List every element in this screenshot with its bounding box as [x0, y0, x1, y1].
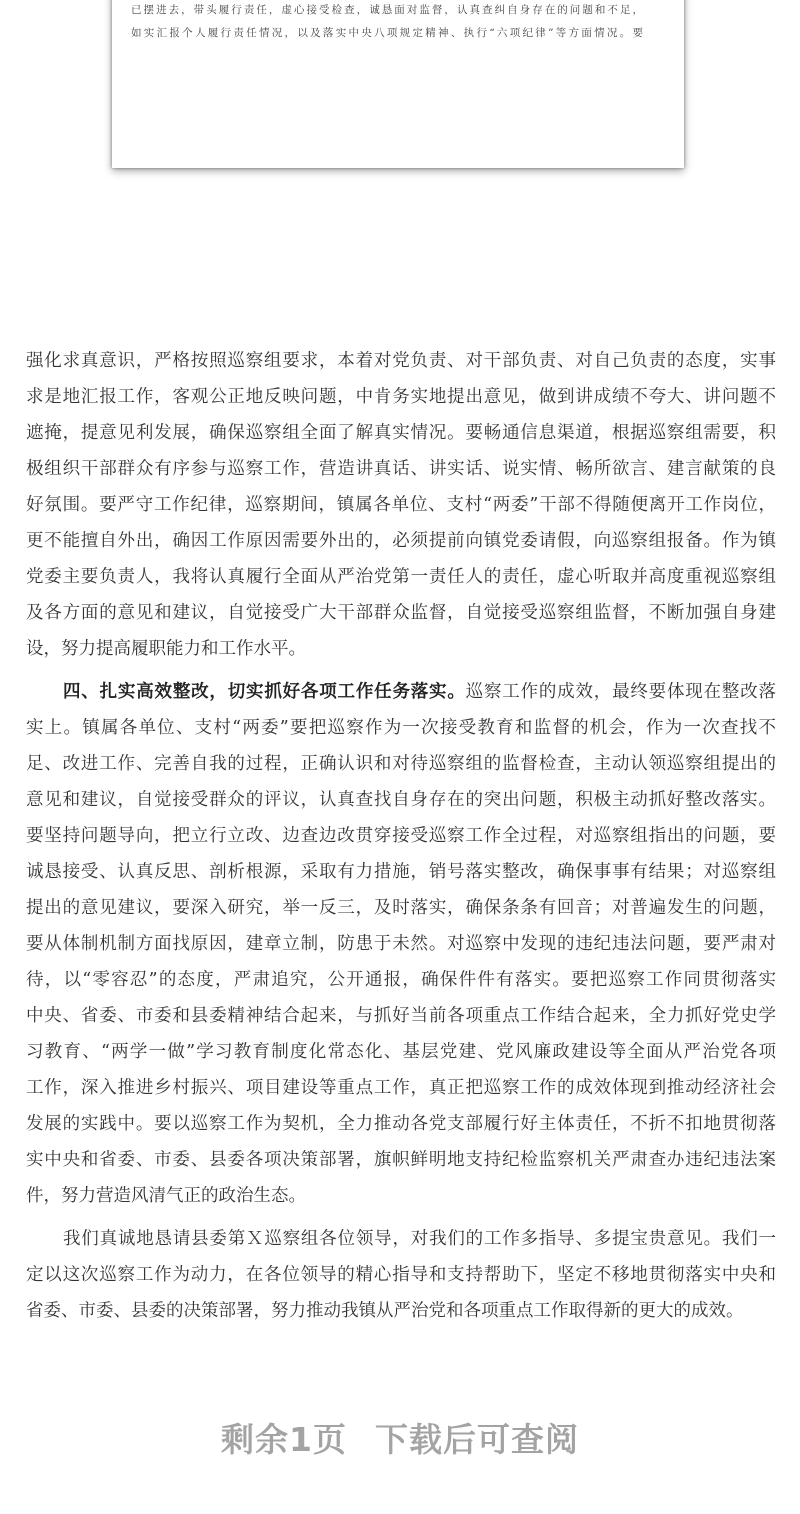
remaining-pages-text: 剩余1页	[221, 1420, 347, 1459]
remaining-pages-banner[interactable]	[0, 1414, 800, 1461]
text-line: 党委主要负责人，我将认真履行全面从严治党第一责任人的责任，虚心听取并高度重视巡察组	[26, 567, 776, 587]
text-line: 定以这次巡察工作为动力，在各位领导的精心指导和支持帮助下，坚定不移地贯彻落实中央和	[26, 1265, 776, 1285]
text-line: 好氛围。要严守工作纪律，巡察期间，镇属各单位、支村“两委”干部不得随便离开工作岗位，	[26, 495, 776, 515]
text-line: 足、改进工作、完善自我的过程，正确认识和对待巡察组的监督检查，主动认领巡察组提出的	[26, 754, 776, 774]
text-line: 设，努力提高履职能力和工作水平。	[26, 639, 306, 659]
text-line: 省委、市委、县委的决策部署，努力推动我镇从严治党和各项重点工作取得新的更大的成效。	[26, 1301, 744, 1321]
text-line: 要坚持问题导向，把立行立改、边查边改贯穿接受巡察工作全过程，对巡察组指出的问题，要	[26, 826, 776, 846]
preview-page-card	[112, 0, 684, 168]
text-line: 强化求真意识，严格按照巡察组要求，本着对党负责、对干部负责、对自己负责的态度，实事	[26, 351, 776, 371]
document-body	[26, 343, 776, 1336]
card-text-line: 如实汇报个人履行责任情况，以及落实中央八项规定精神、执行“六项纪律”等方面情况。要	[131, 27, 643, 39]
text-line: 遮掩，提意见利发展，确保巡察组全面了解真实情况。要畅通信息渠道，根据巡察组需要，积	[26, 423, 776, 443]
text-line: 求是地汇报工作，客观公正地反映问题，中肯务实地提出意见，做到讲成绩不夸大、讲问题不	[26, 387, 776, 407]
text-line: 要从体制机制方面找原因，建章立制，防患于未然。对巡察中发现的违纪违法问题，要严肃对	[26, 934, 776, 954]
text-line: 件，努力营造风清气正的政治生态。	[26, 1186, 306, 1206]
paragraph-3	[26, 1221, 776, 1329]
text-line: 意见和建议，自觉接受群众的评议，认真查找自身存在的突出问题，积极主动抓好整改落实。	[26, 790, 776, 810]
text-line: 实中央和省委、市委、县委各项决策部署，旗帜鲜明地支持纪检监察机关严肃查办违纪违法案	[26, 1150, 776, 1170]
paragraph-2	[26, 674, 776, 1214]
text-line: 待，以“零容忍”的态度，严肃追究，公开通报，确保件件有落实。要把巡察工作同贯彻落实	[26, 970, 776, 990]
section-heading: 四、扎实高效整改，切实抓好各项工作任务落实。	[63, 682, 466, 702]
text-line: 极组织干部群众有序参与巡察工作，营造讲真话、讲实话、说实情、畅所欲言、建言献策的良	[26, 459, 776, 479]
text-line: 中央、省委、市委和县委精神结合起来，与抓好当前各项重点工作结合起来，全力抓好党史学	[26, 1006, 776, 1026]
download-hint-text: 下载后可查阅	[374, 1420, 579, 1459]
text-line: 及各方面的意见和建议，自觉接受广大干部群众监督，自觉接受巡察组监督，不断加强自身建	[26, 603, 776, 623]
text-line: 习教育、“两学一做”学习教育制度化常态化、基层党建、党风廉政建设等全面从严治党各项	[26, 1042, 776, 1062]
card-text-line: 已摆进去，带头履行责任，虚心接受检查，诚恳面对监督，认真查纠自身存在的问题和不足，	[131, 4, 643, 16]
text-line: 工作，深入推进乡村振兴、项目建设等重点工作，真正把巡察工作的成效体现到推动经济社会	[26, 1078, 776, 1098]
text-line: 我们真诚地恳请县委第Ｘ巡察组各位领导，对我们的工作多指导、多提宝贵意见。我们一	[63, 1229, 776, 1249]
text-line: 发展的实践中。要以巡察工作为契机，全力推动各党支部履行好主体责任，不折不扣地贯彻落	[26, 1114, 776, 1134]
paragraph-1	[26, 343, 776, 667]
text-line: 更不能擅自外出，确因工作原因需要外出的，必须提前向镇党委请假，向巡察组报备。作为镇	[26, 531, 776, 551]
heading-line-rest: 巡察工作的成效，最终要体现在整改落	[465, 682, 776, 702]
text-line: 诚恳接受、认真反思、剖析根源，采取有力措施，销号落实整改，确保事事有结果；对巡察组	[26, 862, 776, 882]
text-line: 实上。镇属各单位、支村“两委”要把巡察作为一次接受教育和监督的机会，作为一次查找不	[26, 718, 776, 738]
text-line: 提出的意见建议，要深入研究，举一反三，及时落实，确保条条有回音；对普遍发生的问题，	[26, 898, 776, 918]
text-line	[26, 674, 776, 710]
